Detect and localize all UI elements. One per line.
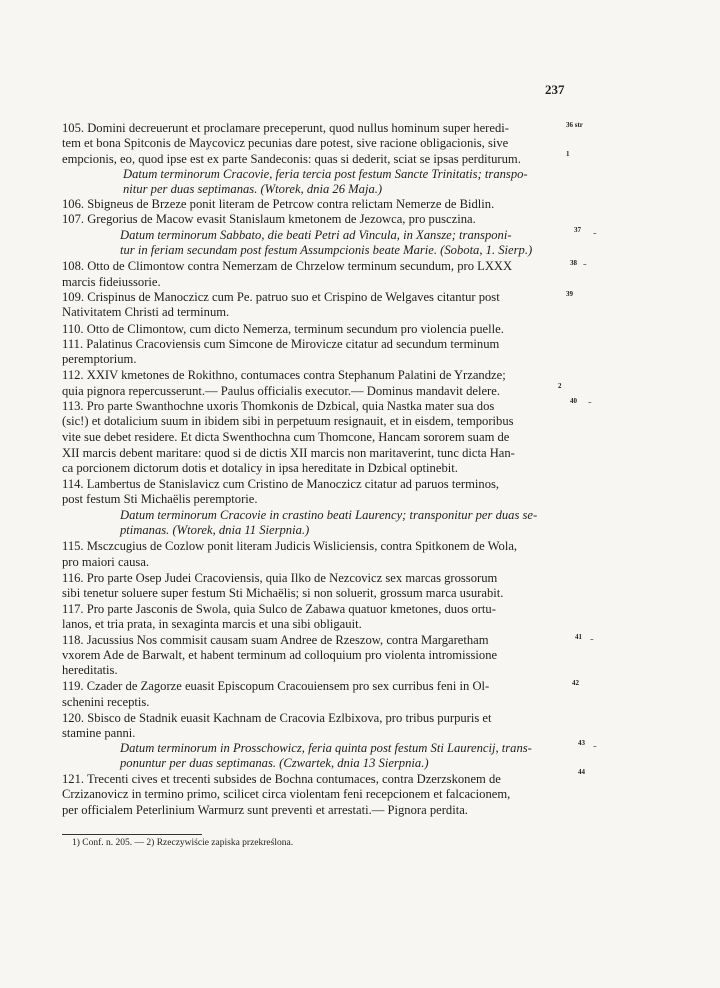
italic-line: Datum terminorum Cracovie, feria tercia post festum Sancte Trinitatis; transpo-	[123, 167, 528, 181]
italic-line: nitur per duas septimanas. (Wtorek, dnia 26 Maja.)	[123, 182, 383, 196]
text-line: 112. XXIV kmetones de Rokithno, contumaces contra Stephanum Palatini de Yrzandze;	[62, 368, 506, 382]
margin-dash: -	[590, 633, 594, 645]
text-line: schenini receptis.	[62, 695, 150, 709]
text-line: pro maiori causa.	[62, 555, 150, 569]
text-line: 114. Lambertus de Stanislavicz cum Cristino de Manoczicz citatur ad paruos terminos,	[62, 477, 500, 491]
text-line: marcis fideiussorie.	[62, 275, 161, 289]
text-line: Nativitatem Christi ad terminum.	[62, 305, 230, 319]
text-line: quia pignora repercusserunt.— Paulus officialis executor.— Dominus mandavit delere.	[62, 384, 500, 398]
margin-dash: -	[588, 396, 592, 408]
text-line: 120. Sbisco de Stadnik euasit Kachnam de Cracovia Ezlbixova, pro tribus purpuris et	[62, 711, 492, 725]
text-line: vxorem Ade de Barwalt, et habent terminum ad colloquium pro violenta intromissione	[62, 648, 498, 662]
margin-ref: 41	[575, 633, 582, 641]
margin-ref: 44	[578, 768, 585, 776]
italic-line: Datum terminorum Sabbato, die beati Petri ad Vincula, in Xansze; transponi-	[120, 228, 512, 242]
text-line: sibi tenetur soluere super festum Sti Michaëlis; si non soluerit, grossum marca usurabit.	[62, 586, 504, 600]
text-line: 108. Otto de Climontow contra Nemerzam de Chrzelow terminum secundum, pro LXXX	[62, 259, 513, 273]
text-line: per officialem Peterlinium Warmurz sunt preventi et arrestati.— Pignora perdita.	[62, 803, 468, 817]
text-line: (sic!) et dotalicium suum in ibidem sibi in perpetuum resignauit, et in eisdem, temporibus	[62, 414, 514, 428]
footnotes: 1) Conf. n. 205. — 2) Rzeczywiście zapiska przekreślona.	[72, 838, 294, 848]
margin-dash: -	[593, 740, 597, 752]
margin-ref: 1	[566, 150, 570, 158]
text-line: 116. Pro parte Osep Judei Cracoviensis, quia Ilko de Nezcovicz sex marcas grossorum	[62, 571, 498, 585]
text-line: lanos, et tria prata, in sexaginta marcis et una sibi obligauit.	[62, 617, 362, 631]
text-line: 113. Pro parte Swanthochne uxoris Thomkonis de Dzbical, quia Nastka mater sua dos	[62, 399, 495, 413]
margin-ref: 39	[566, 290, 573, 298]
text-line: peremptorium.	[62, 352, 137, 366]
margin-ref: 42	[572, 679, 579, 687]
text-line: 121. Trecenti cives et trecenti subsides de Bochna contumaces, contra Dzerzskonem de	[62, 772, 501, 786]
text-line: 111. Palatinus Cracoviensis cum Simcone de Mirovicze citatur ad secundum terminum	[62, 337, 500, 351]
text-line: post festum Sti Michaëlis peremptorie.	[62, 492, 258, 506]
margin-ref: 37	[574, 226, 581, 234]
margin-ref: 2	[558, 382, 562, 390]
text-line: 118. Jacussius Nos commisit causam suam Andree de Rzeszow, contra Margaretham	[62, 633, 489, 647]
page-number: 237	[545, 82, 565, 97]
margin-dash: -	[593, 227, 597, 239]
text-line: empcionis, eo, quod ipse est ex parte Sandeconis: quas si dederit, sciat se ipsas perditurum.	[62, 152, 521, 166]
text-line: stamine panni.	[62, 726, 136, 740]
margin-dash: -	[583, 258, 587, 270]
text-line: 109. Crispinus de Manoczicz cum Pe. patruo suo et Crispino de Welgaves citantur post	[62, 290, 500, 304]
margin-ref: 43	[578, 739, 585, 747]
italic-line: Datum terminorum in Prosschowicz, feria quinta post festum Sti Laurencij, trans-	[120, 741, 532, 755]
text-line: hereditatis.	[62, 663, 118, 677]
text-line: 110. Otto de Climontow, cum dicto Nemerza, terminum secundum pro violencia puelle.	[62, 322, 504, 336]
text-line: 106. Sbigneus de Brzeze ponit literam de Petrcow contra relictam Nemerze de Bidlin.	[62, 197, 495, 211]
text-line: 115. Msczcugius de Cozlow ponit literam Judicis Wisliciensis, contra Spitkonem de Wola,	[62, 539, 518, 553]
italic-line: tur in feriam secundam post festum Assumpcionis beate Marie. (Sobota, 1. Sierp.)	[120, 243, 533, 257]
text-line: XII marcis debent maritare: quod si de dictis XII marcis non maritaverint, tunc dicta Han-	[62, 446, 515, 460]
text-line: Crzizanovicz in termino primo, scilicet circa violentam feni recepcionem et falcacionem,	[62, 787, 511, 801]
text-line: vite sue debet residere. Et dicta Swenthochna cum Thomcone, Hancam sororem suam de	[62, 430, 510, 444]
text-line: 117. Pro parte Jasconis de Swola, quia Sulco de Zabawa quatuor kmetones, duos ortu-	[62, 602, 496, 616]
footnote-rule	[62, 834, 202, 835]
margin-ref: 36 str	[566, 121, 583, 129]
italic-line: Datum terminorum Cracovie in crastino beati Laurency; transponitur per duas se-	[120, 508, 538, 522]
text-line: ca porcionem dictorum dotis et dotalicy in ipsa hereditate in Dzbical optinebit.	[62, 461, 458, 475]
margin-ref: 38	[570, 259, 577, 267]
text-line: 105. Domini decreuerunt et proclamare preceperunt, quod nullus hominum super heredi-	[62, 121, 509, 135]
italic-line: ptimanas. (Wtorek, dnia 11 Sierpnia.)	[120, 523, 310, 537]
text-line: tem et bona Spitconis de Maycovicz pecunias dare potest, sive racione obligacionis, sive	[62, 136, 509, 150]
margin-ref: 40	[570, 397, 577, 405]
italic-line: ponuntur per duas septimanas. (Czwartek, dnia 13 Sierpnia.)	[120, 756, 429, 770]
text-line: 107. Gregorius de Macow evasit Stanislaum kmetonem de Jezowca, pro pusczina.	[62, 212, 476, 226]
text-line: 119. Czader de Zagorze euasit Episcopum Cracouiensem pro sex curribus feni in Ol-	[62, 679, 490, 693]
